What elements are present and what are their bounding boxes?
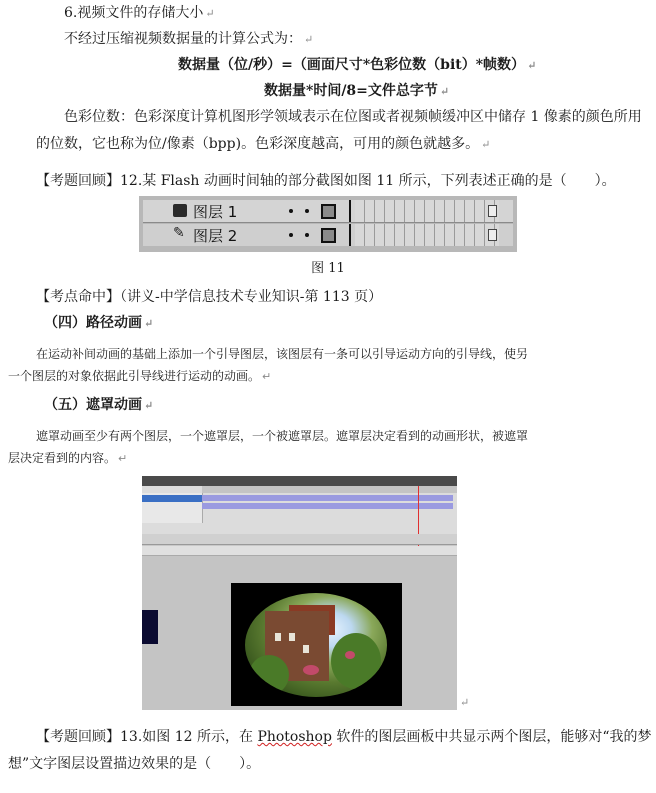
window [289,633,295,641]
paragraph-mark: ↵ [304,33,314,46]
exam-point-note: 【考点命中】（讲义-中学信息技术专业知识-第 113 页） [36,289,383,305]
shrub [249,655,289,695]
outline-box-icon [321,204,336,219]
stage-canvas [231,583,402,706]
window [303,645,309,653]
layer-icon [173,204,187,217]
side-panel-thumbnail [142,610,158,644]
frame-cells [355,200,499,222]
lock-dot [305,233,309,237]
figure-11-caption: 图 11 [311,261,345,276]
visibility-dot [289,209,293,213]
pencil-icon: ✎ [173,225,185,241]
paragraph-mark: ↵ [144,399,154,412]
frame-cells [355,224,499,246]
mask-animation-line-2: 层决定看到的内容。 ↵ [8,451,128,465]
masked-photo-ellipse [245,593,387,697]
timeline-panel [142,486,457,535]
end-frame-box [488,229,497,241]
formula-line-1: 数据量（位/秒）=（画面尺寸*色彩位数（bit）*帧数） ↵ [178,57,537,73]
visibility-dot [289,233,293,237]
layer-list [142,493,203,523]
flowers [345,651,355,659]
end-frame-box [488,205,497,217]
lock-dot [305,209,309,213]
color-depth-line-1: 色彩位数：色彩深度计算机图形学领域表示在位图或者视频帧缓冲区中储存 1 像素的颜色所用 [64,109,642,125]
layer-entry-selected [142,495,202,502]
figure-12-mask-animation-screenshot [142,476,457,710]
shrub [331,633,381,689]
formula-intro: 不经过压缩视频数据量的计算公式为： ↵ [64,31,314,47]
figure-11-timeline-screenshot [139,196,517,252]
tween-span-row-1 [202,495,453,501]
stage-title-bar [142,546,457,556]
formula-line-2: 数据量*时间/8=文件总字节 ↵ [264,83,450,99]
section-heading-mask-animation: （五）遮罩动画 ↵ [44,397,154,413]
timeline-footer [142,534,457,545]
panel-tab-bar [142,476,457,486]
section-heading-video-size: 6.视频文件的存储大小 ↵ [64,5,215,21]
review-question-12: 【考题回顾】12.某 Flash 动画时间轴的部分截图如图 11 所示，下列表述正确的是（ ）。 [36,173,616,189]
review-question-13-line-2: 想”文字图层设置描边效果的是（ ）。 [8,756,261,772]
tween-span-row-2 [202,503,453,509]
timeline-layer-row-2 [143,224,513,246]
paragraph-mark: ↵ [481,138,491,151]
outline-box-icon [321,228,336,243]
paragraph-mark: ↵ [460,696,470,709]
paragraph-mark: ↵ [262,370,272,383]
layer-name-1: 图层 1 [193,203,238,221]
window [275,633,281,641]
path-animation-line-2: 一个图层的对象依据此引导线进行运动的动画。 ↵ [8,369,272,383]
paragraph-mark: ↵ [205,7,215,20]
spellcheck-underlined-word: Photoshop [257,729,332,745]
paragraph-mark: ↵ [118,452,128,465]
review-question-13-line-1: 【考题回顾】13.如图 12 所示，在 Photoshop 软件的图层画板中共显示两个图层，能够对“我的梦 [36,729,652,745]
mask-animation-line-1: 遮罩动画至少有两个图层，一个遮罩层，一个被遮罩层。遮罩层决定看到的动画形状，被遮罩 [36,429,529,443]
keyframe-marker [349,200,351,222]
paragraph-mark: ↵ [527,59,537,72]
timeline-layer-row-1 [143,200,513,223]
color-depth-line-2: 的位数，它也称为位/像素（bpp)。色彩深度越高，可用的颜色就越多。 ↵ [36,136,491,152]
layer-name-2: 图层 2 [193,227,238,245]
path-animation-line-1: 在运动补间动画的基础上添加一个引导图层，该图层有一条可以引导运动方向的引导线，使另 [36,347,529,361]
section-heading-path-animation: （四）路径动画 ↵ [44,315,154,331]
keyframe-marker [349,224,351,246]
paragraph-mark: ↵ [439,85,450,98]
flowers [303,665,319,675]
paragraph-mark: ↵ [144,317,154,330]
